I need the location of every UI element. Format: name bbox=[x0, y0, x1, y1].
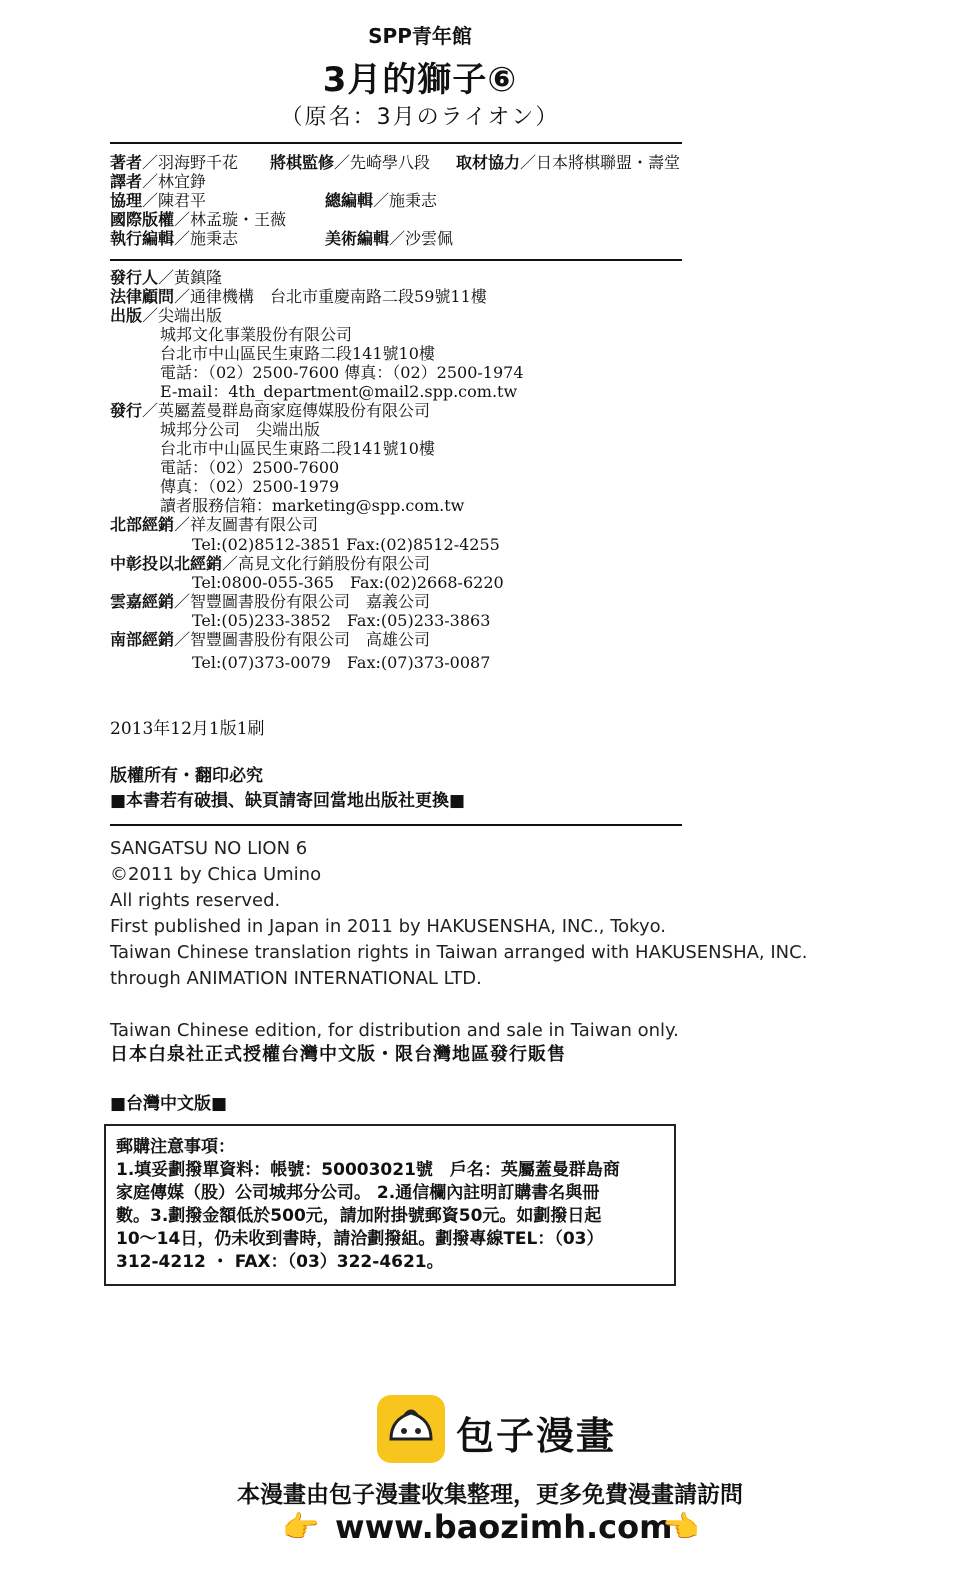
divider bbox=[110, 259, 682, 261]
publisher-email: E-mail：4th_department@mail2.spp.com.tw bbox=[160, 382, 518, 401]
pointing-right-icon: 👉 bbox=[282, 1510, 320, 1545]
divider bbox=[110, 824, 682, 826]
issuer: 發行人／黃鎮隆 bbox=[110, 268, 223, 287]
yunjia-distributor: 雲嘉經銷／智豐圖書股份有限公司 嘉義公司 bbox=[110, 592, 431, 611]
version-tag: ■台灣中文版■ bbox=[110, 1094, 228, 1114]
credit-art-editor: 美術編輯／沙雲佩 bbox=[325, 229, 454, 248]
legal-advisor: 法律顧問／通律機構 台北市重慶南路二段59號11樓 bbox=[110, 287, 487, 306]
distribution-note: Taiwan Chinese edition, for distribution and sale in Taiwan only. bbox=[110, 1020, 679, 1041]
south-tel: Tel:(07)373-0079 Fax:(07)373-0087 bbox=[192, 653, 491, 672]
translation-rights-line: Taiwan Chinese translation rights in Taiwan arranged with HAKUSENSHA, INC. bbox=[110, 942, 808, 963]
mail-order-line: 數。3.劃撥金額低於500元，請加附掛號郵資50元。如劃撥日起 bbox=[116, 1206, 602, 1226]
first-published-line: First published in Japan in 2011 by HAKUSENSHA, INC., Tokyo. bbox=[110, 916, 667, 937]
credit-exec-editor: 執行編輯／施秉志 bbox=[110, 229, 239, 248]
mail-order-line: 1.填妥劃撥單資料：帳號：50003021號 戶名：英屬蓋曼群島商 bbox=[116, 1160, 620, 1180]
yunjia-tel: Tel:(05)233-3852 Fax:(05)233-3863 bbox=[192, 611, 491, 630]
credit-cooperation: 取材協力／日本將棋聯盟・壽堂 bbox=[456, 153, 681, 172]
authorized-note: 日本白泉社正式授權台灣中文版・限台灣地區發行販售 bbox=[110, 1044, 566, 1065]
reader-service-email: 讀者服務信箱：marketing@spp.com.tw bbox=[160, 496, 465, 515]
credit-manager: 協理／陳君平 bbox=[110, 191, 207, 210]
north-tel: Tel:(02)8512-3851 Fax:(02)8512-4255 bbox=[192, 535, 500, 554]
imprint: SPP青年館 bbox=[368, 24, 472, 48]
publisher-line: 電話：（02）2500-7600 傳真：（02）2500-1974 bbox=[160, 363, 524, 382]
credit-shogi-supervision: 將棋監修／先崎學八段 bbox=[270, 153, 431, 172]
publisher: 出版／尖端出版 bbox=[110, 306, 223, 325]
divider bbox=[110, 142, 682, 144]
damage-notice: ■本書若有破損、缺頁請寄回當地出版社更換■ bbox=[110, 791, 466, 811]
central-tel: Tel:0800-055-365 Fax:(02)2668-6220 bbox=[192, 573, 504, 592]
mail-order-line: 10～14日，仍未收到書時，請洽劃撥組。劃撥專線TEL：（03） bbox=[116, 1229, 604, 1249]
distributor-line: 台北市中山區民生東路二段141號10樓 bbox=[160, 439, 435, 458]
south-distributor: 南部經銷／智豐圖書股份有限公司 高雄公司 bbox=[110, 630, 431, 649]
credit-translator: 譯者／林宜錚 bbox=[110, 172, 207, 191]
distributor-line: 傳真：（02）2500-1979 bbox=[160, 477, 340, 496]
mail-order-title: 郵購注意事項： bbox=[116, 1137, 235, 1157]
english-title: SANGATSU NO LION 6 bbox=[110, 838, 308, 859]
credit-chief-editor: 總編輯／施秉志 bbox=[325, 191, 438, 210]
mail-order-box bbox=[104, 1124, 676, 1286]
mail-order-line: 家庭傳媒（股）公司城邦分公司。 2.通信欄內註明訂購書名與冊 bbox=[116, 1183, 600, 1203]
north-distributor: 北部經銷／祥友圖書有限公司 bbox=[110, 515, 319, 534]
credit-author: 著者／羽海野千花 bbox=[110, 153, 239, 172]
publisher-line: 城邦文化事業股份有限公司 bbox=[160, 325, 353, 344]
publisher-line: 台北市中山區民生東路二段141號10樓 bbox=[160, 344, 435, 363]
edition-date: 2013年12月1版1刷 bbox=[110, 719, 265, 739]
watermark-notice: 本漫畫由包子漫畫收集整理，更多免費漫畫請訪問 bbox=[237, 1482, 743, 1508]
mail-order-line: 312-4212 ・ FAX：（03）322-4621。 bbox=[116, 1252, 444, 1272]
brand-name: 包子漫畫 bbox=[456, 1414, 617, 1458]
distributor-line: 城邦分公司 尖端出版 bbox=[160, 420, 321, 439]
baozi-logo-icon bbox=[377, 1395, 445, 1463]
copyright-line: ©2011 by Chica Umino bbox=[110, 864, 322, 885]
pointing-left-icon: 👈 bbox=[662, 1510, 700, 1545]
distributor-line: 電話：（02）2500-7600 bbox=[160, 458, 340, 477]
credit-rights: 國際版權／林孟璇・王薇 bbox=[110, 210, 287, 229]
all-rights-line: All rights reserved. bbox=[110, 890, 281, 911]
site-url-link[interactable]: www.baozimh.com bbox=[335, 1508, 673, 1546]
original-title: （原名：3月のライオン） bbox=[280, 105, 560, 130]
agency-line: through ANIMATION INTERNATIONAL LTD. bbox=[110, 968, 482, 989]
distributor: 發行／英屬蓋曼群島商家庭傳媒股份有限公司 bbox=[110, 401, 431, 420]
rights-reserved: 版權所有・翻印必究 bbox=[110, 766, 263, 786]
book-title: 3月的獅子⑥ bbox=[322, 60, 518, 100]
central-distributor: 中彰投以北經銷／高見文化行銷股份有限公司 bbox=[110, 554, 431, 573]
